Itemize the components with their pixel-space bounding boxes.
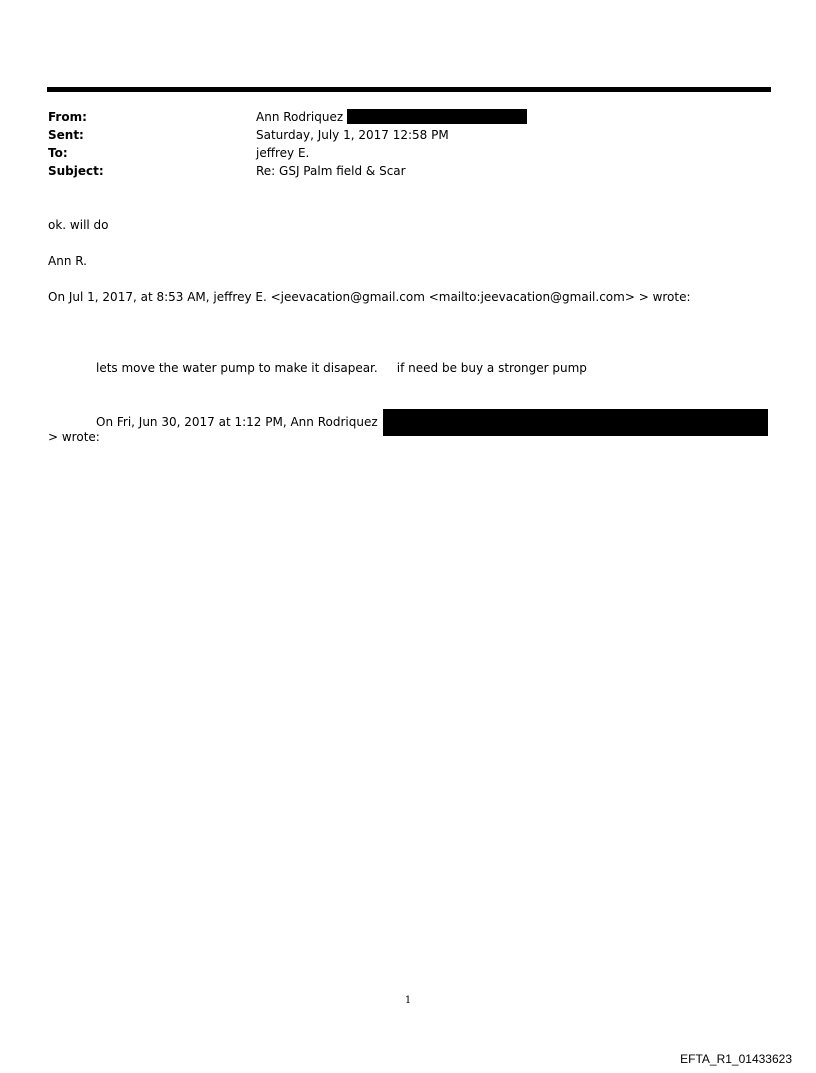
signature: Ann R. — [48, 254, 87, 268]
nested-quote-header: On Fri, Jun 30, 2017 at 1:12 PM, Ann Rodriquez — [96, 415, 378, 429]
reply-line: ok. will do — [48, 218, 109, 232]
redaction-bar — [347, 109, 527, 124]
top-divider-rule — [47, 87, 771, 92]
sent-row — [48, 126, 768, 144]
quote-header: On Jul 1, 2017, at 8:53 AM, jeffrey E. <jeevacation@gmail.com <mailto:jeevacation@gmail.com> > wrote: — [48, 290, 691, 304]
email-header — [48, 108, 768, 180]
page-number: 1 — [404, 995, 412, 1006]
to-label: To: — [48, 146, 68, 160]
redaction-bar-email — [383, 409, 768, 436]
sent-label: Sent: — [48, 128, 84, 142]
subject-value: Re: GSJ Palm field & Scar — [256, 164, 406, 178]
from-name: Ann Rodriquez — [256, 110, 344, 124]
bates-number: EFTA_R1_01433623 — [680, 1052, 792, 1066]
nested-quote-tail: > wrote: — [48, 430, 100, 444]
from-row — [48, 108, 768, 126]
sent-value: Saturday, July 1, 2017 12:58 PM — [256, 128, 449, 142]
from-value — [256, 108, 527, 126]
from-label: From: — [48, 110, 87, 124]
to-value: jeffrey E. — [256, 146, 310, 160]
to-row — [48, 144, 768, 162]
quoted-message: lets move the water pump to make it disapear. if need be buy a stronger pump — [96, 361, 587, 375]
subject-row — [48, 162, 768, 180]
subject-label: Subject: — [48, 164, 104, 178]
